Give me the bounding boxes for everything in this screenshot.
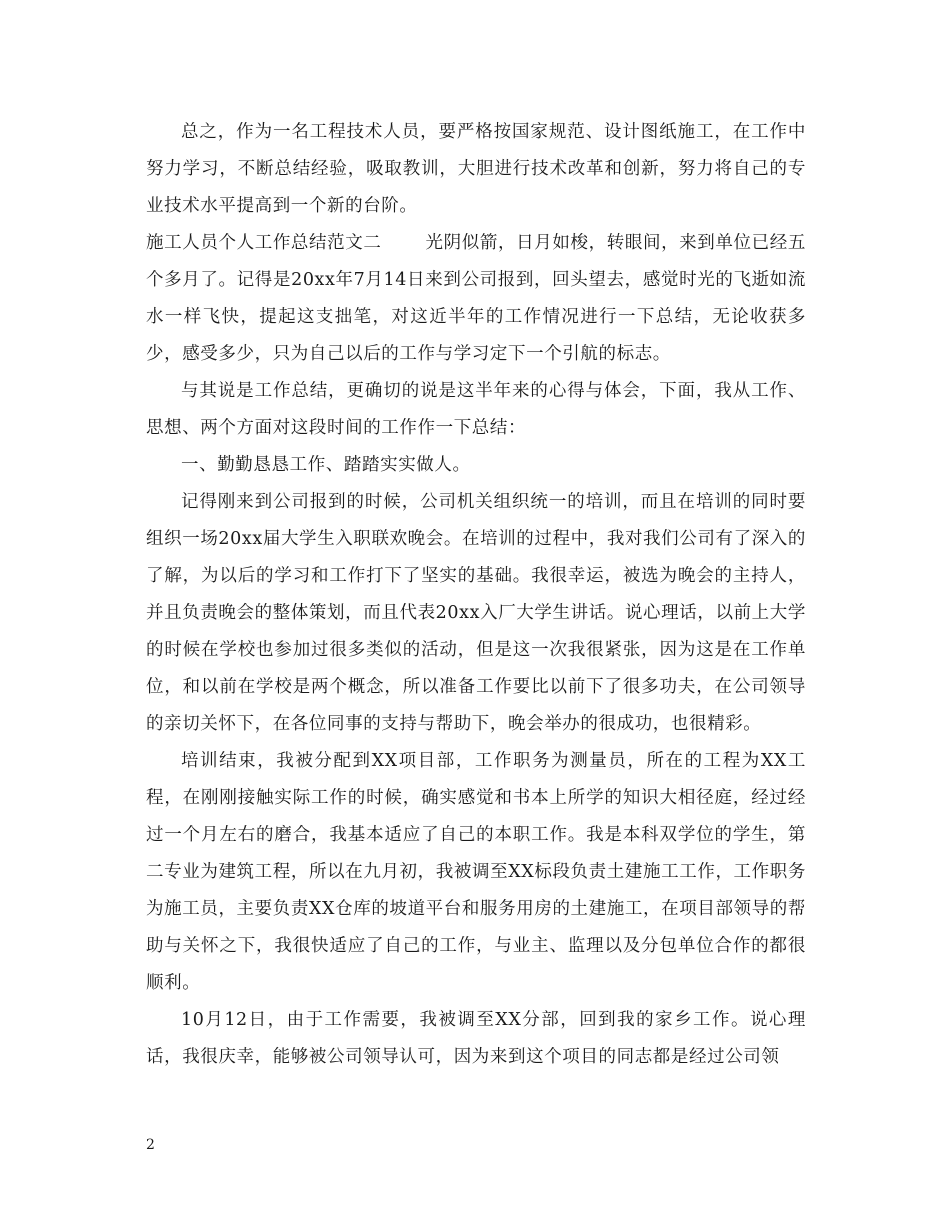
section-heading-line [146,225,806,373]
paragraph-transfer: 10月12日，由于工作需要，我被调至XX分部，回到我的家乡工作。说心理话，我很庆幸，能够被公司领导认可，因为来到这个项目的同志都是经过公司领 [146,1010,806,1067]
paragraph-conclusion: 总之，作为一名工程技术人员，要严格按国家规范、设计图纸施工，在工作中努力学习，不断总结经验，吸取教训，大胆进行技术改革和创新，努力将自己的专业技术水平提高到一个新的台阶。 [146,122,806,216]
section-title: 施工人员个人工作总结范文二 [146,233,382,253]
paragraph-training: 记得刚来到公司报到的时候，公司机关组织统一的培训，而且在培训的同时要组织一场20xx届大学生入职联欢晚会。在培训的过程中，我对我们公司有了深入的了解，为以后的学习和工作打下了坚实的基础。我很幸运，被选为晚会的主持人，并且负责晚会的整体策划，而且代表20xx入厂大学生讲话。说心理话，以前上大学的时候在学校也参加过很多类似的活动，但是这一次我很紧张，因为这是在工作单位，和以前在学校是两个概念，所以准备工作要比以前下了很多功夫，在公司领导的亲切关怀下，在各位同事的支持与帮助下，晚会举办的很成功，也很精彩。 [146,492,806,734]
page-number: 2 [146,1137,155,1153]
paragraph-assignment: 培训结束，我被分配到XX项目部，工作职务为测量员，所在的工程为XX工程，在刚刚接触实际工作的时候，确实感觉和书本上所学的知识大相径庭，经过经过一个月左右的磨合，我基本适应了自己的本职工作。我是本科双学位的学生，第二专业为建筑工程，所以在九月初，我被调至XX标段负责土建施工工作，工作职务为施工员，主要负责XX仓库的坡道平台和服务用房的土建施工，在项目部领导的帮助与关怀之下，我很快适应了自己的工作，与业主、监理以及分包单位合作的都很顺利。 [146,751,806,993]
section-intro: 光阴似箭，日月如梭，转眼间，来到单位已经五个多月了。记得是20xx年7月14日来到公司报到，回头望去，感觉时光的飞逝如流水一样飞快，提起这支拙笔，对这近半年的工作情况进行一下总结，无论收获多少，感受多少，只为自己以后的工作与学习定下一个引航的标志。 [146,233,806,364]
document-body [146,114,806,1076]
paragraph-subheading: 一、勤勤恳恳工作、踏踏实实做人。 [181,455,471,475]
paragraph-overview: 与其说是工作总结，更确切的说是这半年来的心得与体会，下面，我从工作、思想、两个方面对这段时间的工作作一下总结： [146,381,806,438]
